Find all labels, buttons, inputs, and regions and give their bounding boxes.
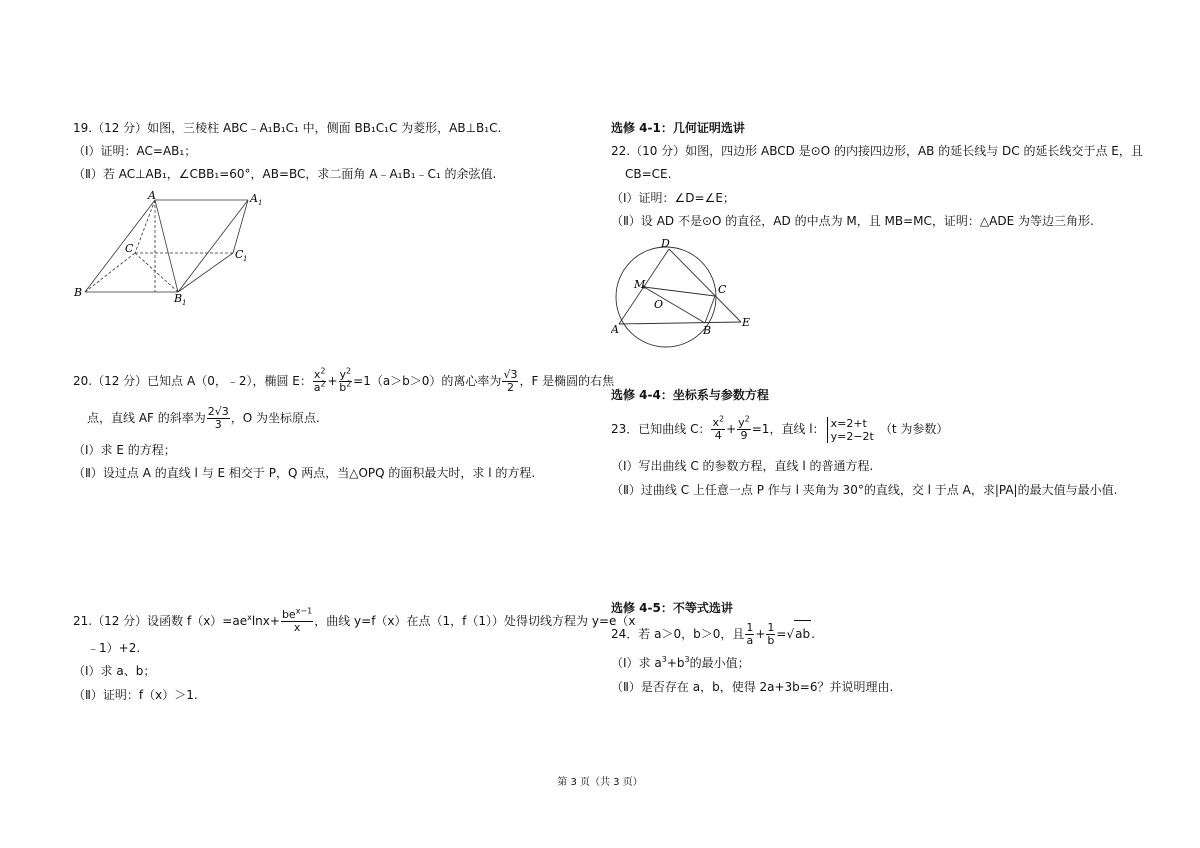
circle-figure	[611, 236, 771, 356]
q21-part1: （Ⅰ）求 a、b；	[73, 664, 156, 678]
prism-figure	[73, 190, 263, 310]
q24-sqrt-arg: ab	[794, 620, 811, 647]
q22-statement: 22.（10 分）如图，四边形 ABCD 是⊙O 的内接四边形，AB 的延长线与 DC 的延长线交于点 E，且	[611, 144, 1143, 158]
q23-plus: +	[726, 422, 737, 436]
circle-O	[616, 247, 716, 347]
edge-BA	[85, 200, 155, 292]
q19-statement: 19.（12 分）如图，三棱柱 ABC﹣A₁B₁C₁ 中，侧面 BB₁C₁C 为菱形，AB⊥B₁C.	[73, 121, 502, 135]
q21-frac-den: x	[293, 621, 301, 634]
q20-ex-den-sup: 2	[320, 379, 326, 389]
q20-line2-suffix: ，O 为坐标原点.	[230, 411, 320, 425]
line-AE	[619, 322, 741, 324]
q19-part1: （Ⅰ）证明：AC=AB₁；	[73, 144, 197, 158]
q23-part2: （Ⅱ）过曲线 C 上任意一点 P 作与 l 夹角为 30°的直线，交 l 于点 A，求|PA|的最大值与最小值.	[611, 483, 1118, 497]
edge-AB1	[155, 200, 178, 292]
line-MC	[644, 287, 715, 296]
q23-x-num: x	[712, 416, 719, 429]
q20-ex-den: a	[313, 381, 321, 394]
q20-ellipse-x-term	[313, 366, 327, 394]
label-C1: C	[235, 248, 244, 261]
q23-suffix: （t 为参数）	[879, 422, 949, 436]
label-A1-sub: 1	[258, 199, 263, 207]
q23-mid: =1，直线 l：	[751, 422, 825, 436]
q20-ey-den: b	[339, 381, 347, 394]
q24-plus: +	[755, 627, 766, 641]
edge-AC	[135, 200, 155, 253]
q20-mid: =1（a＞b＞0）的离心率为	[353, 374, 502, 388]
q23-param-system	[827, 417, 874, 443]
edge-CB1	[135, 253, 178, 292]
q23-x-num-sup: 2	[718, 414, 725, 424]
q20-ey-num-sup: 2	[346, 366, 352, 376]
page-footer: 第 3 页（共 3 页）	[557, 777, 643, 788]
q23-y-den: 9	[740, 429, 748, 442]
q21-prefix: 21.（12 分）设函数 f（x）=ae	[73, 614, 248, 628]
q20-slope-den: 3	[214, 418, 222, 431]
q20-suffix: ，F 是椭圆的右焦	[519, 374, 615, 388]
section-heading-4-4: 选修 4-4：坐标系与参数方程	[611, 388, 769, 402]
label-C: C	[125, 242, 134, 255]
q21-statement	[73, 608, 635, 634]
q21-suffix: ，曲线 y=f（x）在点（1，f（1））处得切线方程为 y=e（x	[314, 614, 636, 628]
label-B: B	[703, 324, 712, 337]
q21-part2: （Ⅱ）证明：f（x）＞1.	[73, 688, 198, 702]
section-heading-4-5: 选修 4-5：不等式选讲	[611, 601, 733, 615]
q20-ellipse-y-term	[339, 366, 353, 394]
q21-prefix-sup: x	[247, 613, 252, 622]
q21-frac-num-sup: x−1	[295, 606, 313, 616]
q23-sys-line1: x=2+t	[830, 416, 867, 430]
q24-statement	[611, 620, 815, 647]
label-A: A	[611, 323, 619, 336]
q20-line2-prefix: 点，直线 AF 的斜率为	[87, 411, 206, 425]
q21-prefix2: lnx+	[251, 614, 280, 628]
q22-part2: （Ⅱ）设 AD 不是⊙O 的直径，AD 的中点为 M，且 MB=MC，证明：△ADE 为等边三角形.	[611, 214, 1094, 228]
q20-plus: +	[327, 374, 338, 388]
label-B: B	[74, 286, 83, 299]
q24-part1	[611, 655, 750, 671]
q24-part1-suffix: 的最小值；	[689, 656, 750, 670]
q23-statement	[611, 414, 948, 444]
q24-frac-1a	[745, 622, 754, 647]
q20-part1: （Ⅰ）求 E 的方程；	[73, 443, 176, 457]
q24-f1-num: 1	[746, 621, 754, 634]
q23-x-den: 4	[714, 429, 722, 442]
section-heading-4-1: 选修 4-1：几何证明选讲	[611, 121, 745, 135]
edge-B1A1	[178, 200, 248, 292]
line-CB	[705, 296, 715, 323]
q24-frac-1b	[766, 622, 775, 647]
q20-ex-num: x	[313, 368, 321, 381]
q20-ecc-num: √3	[503, 368, 518, 381]
q20-ey-den-sup: 2	[346, 379, 352, 389]
q20-slope-num: 2√3	[207, 405, 229, 418]
q20-ey-num: y	[339, 368, 347, 381]
q20-statement-line2	[87, 405, 320, 431]
q24-f1-den: a	[746, 634, 754, 647]
q23-sys-line2: y=2−2t	[830, 429, 874, 443]
q24-end: .	[811, 627, 815, 641]
q24-part2: （Ⅱ）是否存在 a，b，使得 2a+3b=6？并说明理由.	[611, 680, 894, 694]
q24-eq: =√	[776, 627, 795, 641]
q21-statement-line2: ﹣1）+2.	[87, 641, 141, 655]
edge-A1C1	[233, 200, 248, 253]
q19-part2: （Ⅱ）若 AC⊥AB₁，∠CBB₁=60°，AB=BC，求二面角 A﹣A₁B₁﹣C₁ 的余弦值.	[73, 167, 497, 181]
label-M: M	[634, 278, 646, 291]
q24-f2-num: 1	[767, 621, 775, 634]
label-E: E	[742, 316, 751, 329]
q20-ecc-den: 2	[506, 381, 514, 394]
q24-part1-sup1: 3	[661, 655, 667, 664]
q24-f2-den: b	[767, 634, 775, 647]
label-O: O	[654, 298, 664, 311]
q23-y-num: y	[738, 416, 745, 429]
label-B1: B	[174, 292, 183, 305]
q24-prefix: 24．若 a＞0，b＞0，且	[611, 627, 745, 641]
q20-part2: （Ⅱ）设过点 A 的直线 l 与 E 相交于 P，Q 两点，当△OPQ 的面积最大时，求 l 的方程.	[73, 466, 536, 480]
q22-part1: （Ⅰ）证明：∠D=∠E；	[611, 191, 735, 205]
line-DE	[669, 249, 741, 322]
q23-y-num-sup: 2	[744, 414, 750, 424]
q23-x-term	[711, 414, 725, 442]
q20-prefix: 20.（12 分）已知点 A（0，﹣2），椭圆 E：	[73, 374, 312, 388]
q21-frac-num: be	[281, 608, 296, 621]
label-B1-sub: 1	[182, 299, 187, 307]
q20-ex-num-sup: 2	[320, 366, 326, 376]
q23-part1: （Ⅰ）写出曲线 C 的参数方程，直线 l 的普通方程.	[611, 459, 874, 473]
q20-slope	[207, 406, 230, 431]
q22-statement-line2: CB=CE.	[625, 167, 672, 181]
edge-B1C1	[178, 253, 233, 292]
q24-part1-sup2: 3	[684, 655, 690, 664]
q20-statement	[73, 368, 614, 394]
q21-fraction	[281, 606, 313, 634]
label-A: A	[148, 190, 156, 202]
label-D: D	[661, 237, 670, 250]
q24-part1-prefix: （Ⅰ）求 a	[611, 656, 662, 670]
q24-part1-mid: +b	[666, 656, 685, 670]
q23-y-term	[737, 414, 751, 442]
label-C: C	[718, 283, 727, 296]
q23-prefix: 23．已知曲线 C：	[611, 422, 711, 436]
label-C1-sub: 1	[243, 255, 248, 263]
label-A1: A	[250, 192, 258, 205]
q20-eccentricity	[502, 369, 518, 394]
